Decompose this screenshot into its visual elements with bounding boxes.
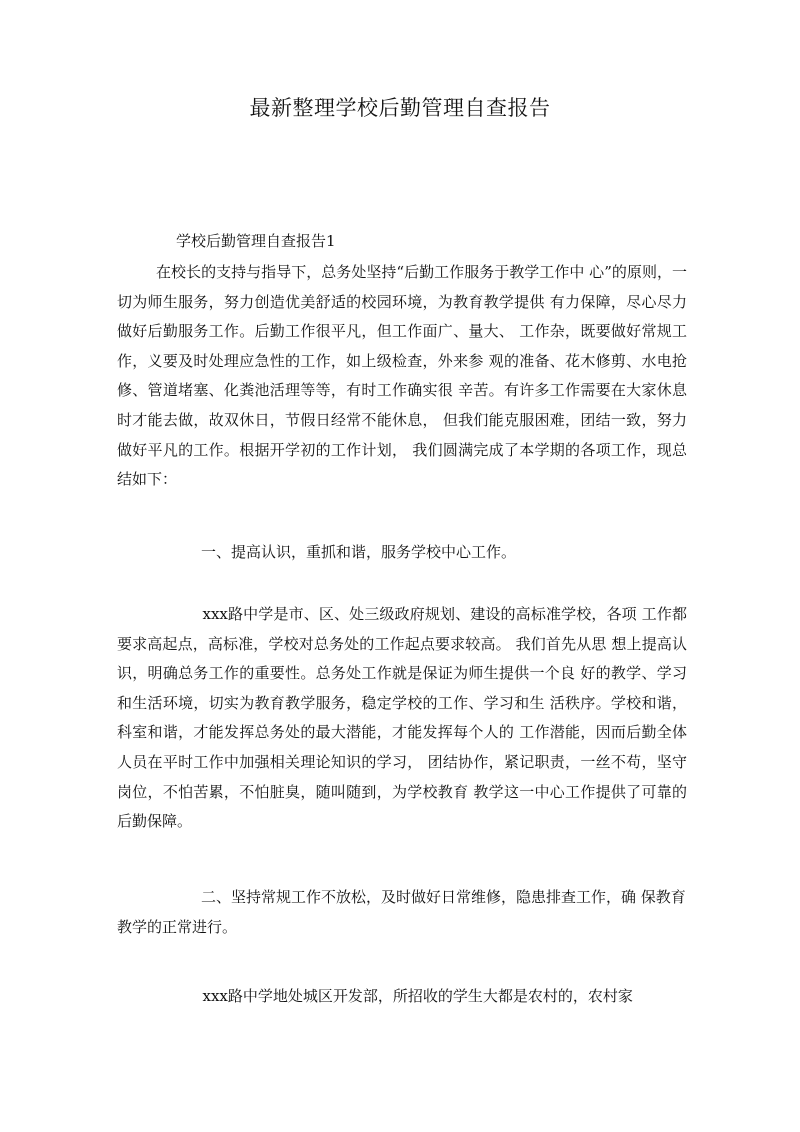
section-heading-1: 一、提高认识，重抓和谐，服务学校中心工作。 xyxy=(201,543,517,561)
document-title: 最新整理学校后勤管理自查报告 xyxy=(249,96,551,120)
paragraph-section-2: xxx路中学地处城区开发部，所招收的学生大都是农村的，农村家 xyxy=(202,987,633,1005)
section-heading-2: 二、坚持常规工作不放松，及时做好日常维修，隐患排查工作，确 保教育教学的正常进行。 xyxy=(117,888,686,936)
document-subtitle: 学校后勤管理自查报告1 xyxy=(176,232,336,250)
paragraph-section-1: xxx路中学是市、区、处三级政府规划、建设的高标准学校，各项 工作都要求高起点，高标准，学校对总务处的工作起点要求较高。 我们首先从思 想上提高认识，明确总务工作的重要性。总务处工作就是保证为师生提供一个良 好的教学、学习和生活环境，切实为教育教学服务，稳定学校的工作、学习和生 活秩序。学校和谐，科室和谐，才能发挥总务处的最大潜能，才能发挥每个人的 工作潜能，因而后勤全体人员在平时工作中加强相关理论知识的学习， 团结协作，紧记职责，一丝不苟，坚守岗位，不怕苦累，不怕脏臭，随叫随到，为学校教育 教学这一中心工作提供了可靠的后勤保障。 xyxy=(117,605,687,831)
paragraph-intro: 在校长的支持与指导下，总务处坚持“后勤工作服务于教学工作中 心”的原则，一切为师生服务，努力创造优美舒适的校园环境，为教育教学提供 有力保障，尽心尽力做好后勤服务工作。后勤工作很平凡，但工作面广、量大、 工作杂，既要做好常规工作，义要及时处理应急性的工作，如上级检查，外来参 观的准备、花木修剪、水电抢修、管道堵塞、化粪池活理等等，有时工作确实很 辛苦。有许多工作需要在大家休息时才能去做，故双休日，节假日经常不能休息， 但我们能克服困难，团结一致，努力做好平凡的工作。根据开学初的工作计划， 我们圆满完成了本学期的各项工作，现总结如下： xyxy=(117,263,687,489)
